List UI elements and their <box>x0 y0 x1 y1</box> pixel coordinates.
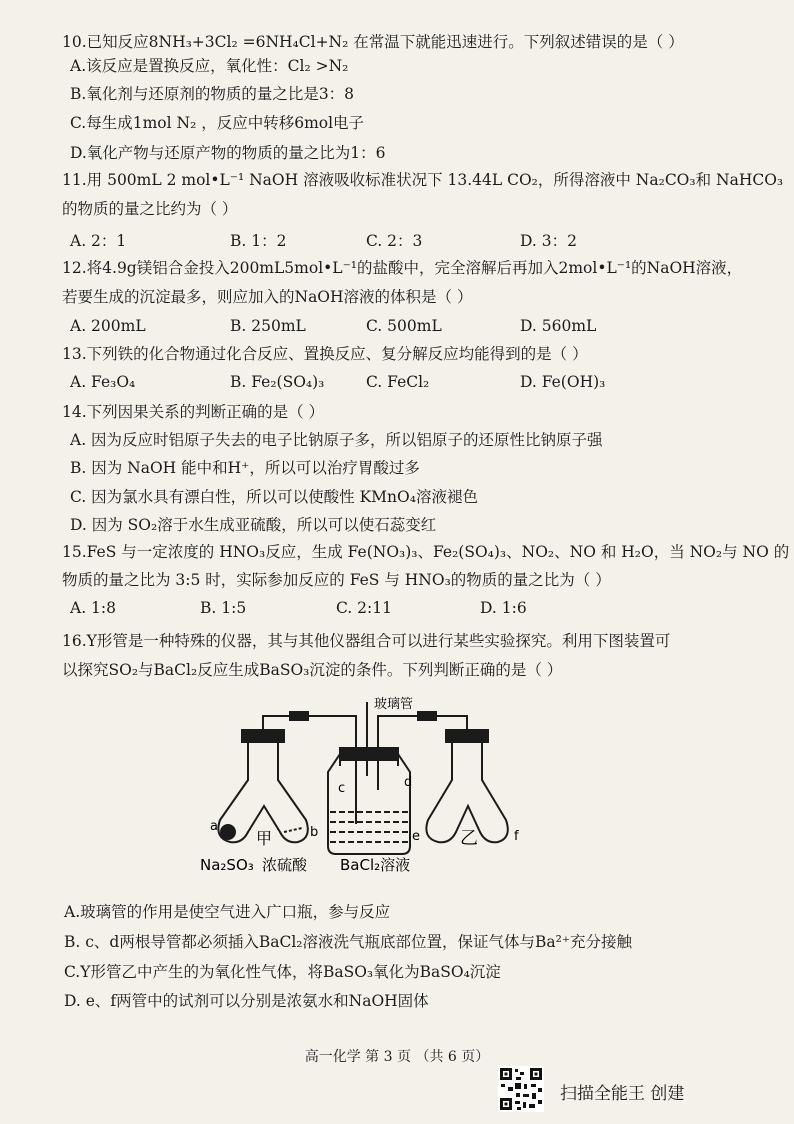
q12-stem-line1: 12.将4.9g镁铝合金投入200mL5mol•L⁻¹的盐酸中，完全溶解后再加入2mol•L⁻¹的NaOH溶液， <box>62 259 743 277</box>
q13-option-c: C. FeCl₂ <box>366 373 430 391</box>
q10-option-d: D.氧化产物与还原产物的物质的量之比为1：6 <box>70 144 386 162</box>
y-tube-yi <box>426 740 507 842</box>
label-yi: 乙 <box>460 828 478 849</box>
q11-options <box>70 229 750 249</box>
q16-option-c: C.Y形管乙中产生的为氧化性气体，将BaSO₃氧化为BaSO₄沉淀 <box>64 963 501 981</box>
q10-option-c: C.每生成1mol N₂ ，反应中转移6mol电子 <box>70 114 365 132</box>
qr-code-icon <box>498 1066 544 1112</box>
label-glass-tube: 玻璃管 <box>374 697 414 712</box>
label-e: e <box>412 829 420 844</box>
q13-option-b: B. Fe₂(SO₄)₃ <box>230 373 325 391</box>
label-c: c <box>338 781 346 796</box>
wash-bottle-stopper <box>340 748 398 760</box>
page-footer: 高一化学 第 3 页 （共 6 页） <box>304 1049 490 1065</box>
q15-option-b: B. 1:5 <box>200 599 247 617</box>
label-conc-h2so4: 浓硫酸 <box>262 856 308 874</box>
q10-stem: 10.已知反应8NH₃+3Cl₂ =6NH₄Cl+N₂ 在常温下就能迅速进行。下列叙述错误的是（ ） <box>62 33 684 51</box>
q16-stem-line2: 以探究SO₂与BaCl₂反应生成BaSO₃沉淀的条件。下列判断正确的是（ ） <box>62 661 563 679</box>
q15-stem-line2: 物质的量之比为 3:5 时，实际参加反应的 FeS 与 HNO₃的物质的量之比为（ ） <box>62 571 611 589</box>
label-na2so3: Na₂SO₃ <box>200 856 254 874</box>
q16-stem-line1: 16.Y形管是一种特殊的仪器，其与其他仪器组合可以进行某些实验探究。利用下图装置可 <box>62 632 671 650</box>
label-bacl2-solution: BaCl₂溶液 <box>340 856 411 874</box>
q15-option-a: A. 1:8 <box>70 599 116 617</box>
q11-option-a: A. 2：1 <box>70 232 127 250</box>
q16-option-b: B. c、d两根导管都必须插入BaCl₂溶液洗气瓶底部位置，保证气体与Ba²⁺充分接触 <box>64 933 633 951</box>
q12-options <box>70 317 750 337</box>
q10-option-b: B.氧化剂与还原剂的物质的量之比是3：8 <box>70 85 355 103</box>
q15-option-c: C. 2:11 <box>336 599 392 617</box>
wash-bottle <box>328 754 413 854</box>
q11-stem-line1: 11.用 500mL 2 mol•L⁻¹ NaOH 溶液吸收标准状况下 13.44L CO₂，所得溶液中 Na₂CO₃和 NaHCO₃ <box>62 171 784 189</box>
q12-option-b: B. 250mL <box>230 317 306 335</box>
q14-option-c: C. 因为氯水具有漂白性，所以可以使酸性 KMnO₄溶液褪色 <box>70 488 478 506</box>
scanner-watermark: 扫描全能王 创建 <box>560 1084 685 1104</box>
q16-option-a: A.玻璃管的作用是使空气进入广口瓶，参与反应 <box>64 903 391 921</box>
q16-option-d: D. e、f两管中的试剂可以分别是浓氨水和NaOH固体 <box>64 992 429 1010</box>
label-d: d <box>404 775 413 790</box>
q13-stem: 13.下列铁的化合物通过化合反应、置换反应、复分解反应均能得到的是（ ） <box>62 345 588 363</box>
q13-option-a: A. Fe₃O₄ <box>70 373 136 391</box>
q14-option-a: A. 因为反应时铝原子失去的电子比钠原子多，所以铝原子的还原性比钠原子强 <box>70 431 603 449</box>
label-jia: 甲 <box>256 829 273 848</box>
q10-option-a: A.该反应是置换反应，氧化性：Cl₂ >N₂ <box>70 57 349 75</box>
q11-option-d: D. 3：2 <box>520 232 577 250</box>
q14-stem: 14.下列因果关系的判断正确的是（ ） <box>62 403 325 421</box>
q14-option-b: B. 因为 NaOH 能中和H⁺，所以可以治疗胃酸过多 <box>70 459 420 477</box>
q13-option-d: D. Fe(OH)₃ <box>520 373 606 391</box>
q14-option-d: D. 因为 SO₂溶于水生成亚硫酸，所以可以使石蕊变红 <box>70 516 437 534</box>
label-b: b <box>310 825 319 840</box>
q12-option-d: D. 560mL <box>520 317 597 335</box>
q12-stem-line2: 若要生成的沉淀最多，则应加入的NaOH溶液的体积是（ ） <box>62 288 473 306</box>
q12-option-a: A. 200mL <box>70 317 146 335</box>
q11-option-b: B. 1：2 <box>230 232 287 250</box>
q11-option-c: C. 2：3 <box>366 232 423 250</box>
q11-stem-line2: 的物质的量之比约为（ ） <box>62 200 238 218</box>
q15-stem-line1: 15.FeS 与一定浓度的 HNO₃反应，生成 Fe(NO₃)₃、Fe₂(SO₄)₃、NO₂、NO 和 H₂O，当 NO₂与 NO 的 <box>62 543 790 561</box>
label-a: a <box>210 819 218 834</box>
apparatus-diagram <box>190 694 550 884</box>
label-f: f <box>514 829 519 844</box>
q13-options <box>70 373 750 393</box>
q15-options <box>70 599 750 619</box>
q12-option-c: C. 500mL <box>366 317 442 335</box>
q15-option-d: D. 1:6 <box>480 599 527 617</box>
